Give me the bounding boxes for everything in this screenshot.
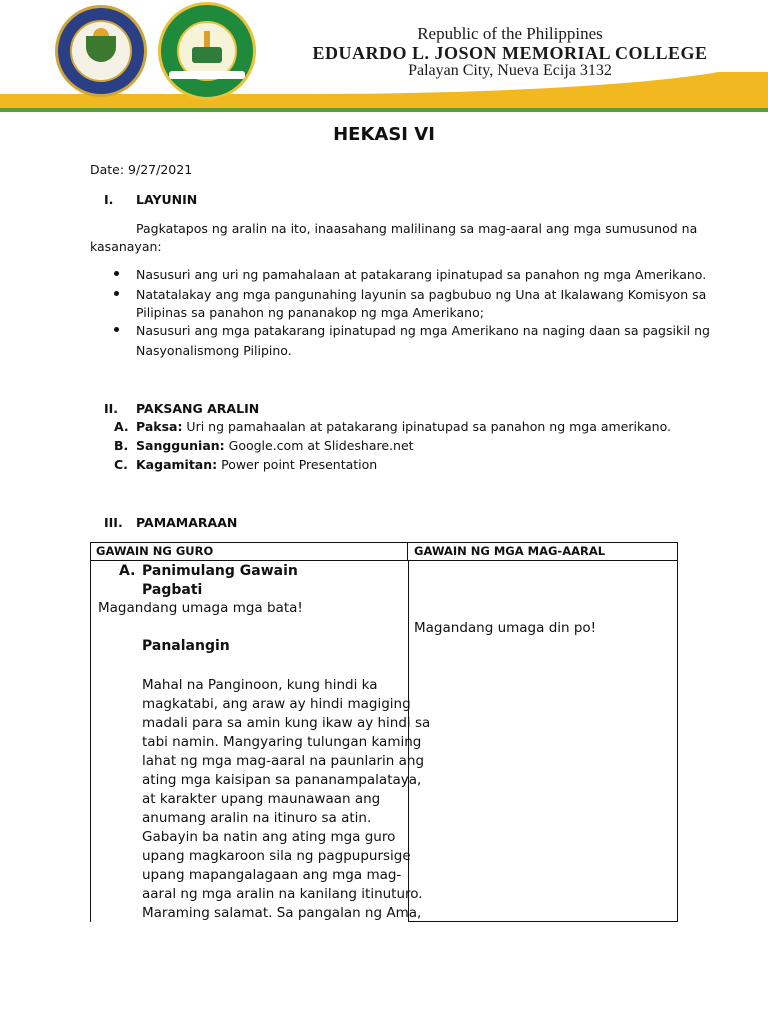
- section2-heading: PAKSANG ARALIN: [136, 401, 260, 416]
- college-seal-logo: [158, 2, 256, 100]
- header-country: Republic of the Philippines: [417, 24, 603, 43]
- objective-3-line1: Nasusuri ang mga patakarang ipinatupad ng mga Amerikano na naging daan sa pagsikil ng: [136, 323, 710, 338]
- objective-1: Nasusuri ang uri ng pamahalaan at patakarang ipinatupad sa panahon ng mga Amerikano.: [136, 267, 707, 282]
- section1-intro-line1: Pagkatapos ng aralin na ito, inaasahang malilinang sa mag-aaral ang mga sumusunod na: [136, 221, 698, 236]
- prayer-line: Gabayin ba natin ang ating mga guro: [142, 829, 396, 845]
- kagamitan-letter: C.: [114, 457, 128, 472]
- col-students-header: GAWAIN NG MGA MAG-AARAL: [414, 544, 606, 558]
- step-a-title: Panimulang Gawain: [142, 563, 298, 579]
- document-date: Date: 9/27/2021: [90, 162, 193, 177]
- section2-number: II.: [104, 401, 119, 416]
- header-address: Palayan City, Nueva Ecija 3132: [408, 62, 612, 79]
- prayer-line: tabi namin. Mangyaring tulungan kaming: [142, 734, 422, 750]
- prayer-line: magkatabi, ang araw ay hindi magiging: [142, 696, 411, 712]
- kagamitan-text: Power point Presentation: [217, 457, 378, 472]
- header-college-name: EDUARDO L. JOSON MEMORIAL COLLEGE: [312, 43, 708, 63]
- sanggunian-item: [136, 436, 414, 455]
- objective-3-line2: Nasyonalismong Pilipino.: [136, 343, 292, 358]
- step-a-letter: A.: [119, 563, 136, 579]
- prayer-line: aaral ng mga aralin na kanilang itinuturo.: [142, 886, 423, 902]
- prayer-line: Mahal na Panginoon, kung hindi ka: [142, 677, 378, 693]
- prayer-line: madali para sa amin kung ikaw ay hindi sa: [142, 715, 431, 731]
- prayer-line: upang magkaroon sila ng pagpupursige: [142, 848, 411, 864]
- section1-heading: LAYUNIN: [136, 192, 198, 207]
- prayer-line: anumang aralin na itinuro sa atin.: [142, 810, 372, 826]
- kagamitan-label: Kagamitan:: [136, 457, 218, 472]
- section1-number: I.: [104, 192, 114, 207]
- table-header-divider: [407, 542, 408, 561]
- paksa-letter: A.: [114, 419, 129, 434]
- kagamitan-item: [136, 455, 377, 474]
- objective-2-line1: Natatalakay ang mga pangunahing layunin sa pagbubuo ng Una at Ikalawang Komisyon sa: [136, 287, 707, 302]
- prayer-line: lahat ng mga mag-aaral na paunlarin ang: [142, 753, 425, 769]
- prayer-line: Maraming salamat. Sa pangalan ng Ama,: [142, 905, 422, 921]
- paksa-text: Uri ng pamahaalan at patakarang ipinatupad sa panahon ng mga amerikano.: [182, 419, 671, 434]
- paksa-label: Paksa:: [136, 419, 183, 434]
- prayer-line: ating mga kaisipan sa pananampalataya,: [142, 772, 422, 788]
- teacher-greeting: Magandang umaga mga bata!: [98, 600, 303, 616]
- bullet-dot: [114, 327, 119, 332]
- bullet-dot: [114, 291, 119, 296]
- sanggunian-text: Google.com at Slideshare.net: [224, 438, 414, 453]
- panalangin-heading: Panalangin: [142, 638, 230, 654]
- sanggunian-label: Sanggunian:: [136, 438, 225, 453]
- section1-intro-line2: kasanayan:: [90, 239, 162, 254]
- students-reply: Magandang umaga din po!: [414, 620, 597, 636]
- objective-2-line2: Pilipinas sa panahon ng pananakop ng mga Amerikano;: [136, 305, 484, 320]
- prayer-line: upang mapangalagaan ang mga mag-: [142, 867, 402, 883]
- bullet-dot: [114, 271, 119, 276]
- table-left-border: [90, 561, 91, 922]
- procedure-table: [90, 542, 678, 922]
- prayer-line: at karakter upang maunawaan ang: [142, 791, 381, 807]
- sanggunian-letter: B.: [114, 438, 129, 453]
- paksa-item: [136, 417, 671, 436]
- students-column-cell: [408, 561, 678, 922]
- section3-heading: PAMAMARAAN: [136, 515, 238, 530]
- col-teacher-header: GAWAIN NG GURO: [96, 544, 214, 558]
- document-title: HEKASI VI: [333, 124, 435, 145]
- pagbati-heading: Pagbati: [142, 582, 203, 598]
- province-seal-logo: [55, 5, 147, 97]
- section3-number: III.: [104, 515, 123, 530]
